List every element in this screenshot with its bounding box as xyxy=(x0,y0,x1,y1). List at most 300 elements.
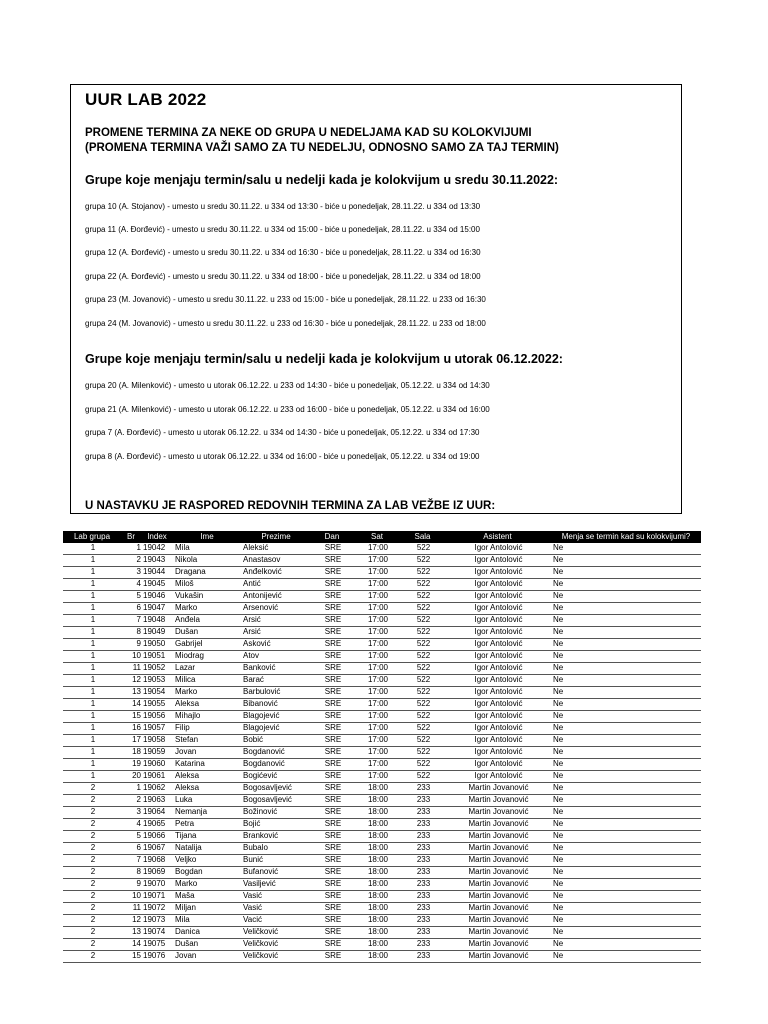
index-cell: 19066 xyxy=(141,831,173,843)
last-name-cell: Bunić xyxy=(241,855,311,867)
room-cell: 522 xyxy=(401,663,444,675)
index-cell: 19051 xyxy=(141,651,173,663)
table-row xyxy=(63,615,701,627)
assistant-cell: Igor Antolović xyxy=(444,735,551,747)
index-cell: 19068 xyxy=(141,855,173,867)
first-name-cell: Nemanja xyxy=(173,807,241,819)
day-cell: SRE xyxy=(311,855,353,867)
lab-group-cell: 2 xyxy=(63,831,121,843)
section1-item: grupa 24 (M. Jovanović) - umesto u sredu 30.11.22. u 233 od 16:30 - biće u ponedeljak, 28.11.22. u 233 od 18:00 xyxy=(85,319,486,328)
index-cell: 19044 xyxy=(141,567,173,579)
index-cell: 19043 xyxy=(141,555,173,567)
lab-group-cell: 2 xyxy=(63,927,121,939)
changes-cell: Ne xyxy=(551,579,701,591)
lab-group-cell: 1 xyxy=(63,555,121,567)
row-number-cell: 4 xyxy=(121,819,141,831)
last-name-cell: Anastasov xyxy=(241,555,311,567)
room-cell: 522 xyxy=(401,711,444,723)
col-header-index: Index xyxy=(141,531,173,543)
day-cell: SRE xyxy=(311,819,353,831)
day-cell: SRE xyxy=(311,915,353,927)
table-body xyxy=(63,543,701,963)
lab-group-cell: 1 xyxy=(63,699,121,711)
section1-item: grupa 10 (A. Stojanov) - umesto u sredu 30.11.22. u 334 od 13:30 - biće u ponedeljak, 28.11.22. u 334 od 13:30 xyxy=(85,202,481,211)
lab-group-cell: 1 xyxy=(63,711,121,723)
changes-cell: Ne xyxy=(551,639,701,651)
first-name-cell: Miodrag xyxy=(173,651,241,663)
table-row xyxy=(63,639,701,651)
assistant-cell: Igor Antolović xyxy=(444,591,551,603)
last-name-cell: Anđelković xyxy=(241,567,311,579)
time-cell: 18:00 xyxy=(353,951,401,963)
first-name-cell: Aleksa xyxy=(173,783,241,795)
time-cell: 17:00 xyxy=(353,723,401,735)
index-cell: 19055 xyxy=(141,699,173,711)
table-row xyxy=(63,807,701,819)
index-cell: 19075 xyxy=(141,939,173,951)
time-cell: 18:00 xyxy=(353,891,401,903)
lab-group-cell: 2 xyxy=(63,855,121,867)
assistant-cell: Martin Jovanović xyxy=(444,819,551,831)
changes-cell: Ne xyxy=(551,783,701,795)
day-cell: SRE xyxy=(311,711,353,723)
changes-cell: Ne xyxy=(551,891,701,903)
last-name-cell: Bufanović xyxy=(241,867,311,879)
row-number-cell: 11 xyxy=(121,663,141,675)
col-header-prezime: Prezime xyxy=(241,531,311,543)
time-cell: 17:00 xyxy=(353,567,401,579)
room-cell: 522 xyxy=(401,759,444,771)
last-name-cell: Vasić xyxy=(241,891,311,903)
notice-box xyxy=(70,84,682,514)
table-row xyxy=(63,711,701,723)
room-cell: 522 xyxy=(401,591,444,603)
row-number-cell: 6 xyxy=(121,843,141,855)
first-name-cell: Maša xyxy=(173,891,241,903)
changes-cell: Ne xyxy=(551,951,701,963)
notice-text xyxy=(85,126,559,156)
changes-cell: Ne xyxy=(551,735,701,747)
day-cell: SRE xyxy=(311,591,353,603)
day-cell: SRE xyxy=(311,867,353,879)
last-name-cell: Bogosavljević xyxy=(241,783,311,795)
day-cell: SRE xyxy=(311,543,353,555)
row-number-cell: 7 xyxy=(121,855,141,867)
row-number-cell: 1 xyxy=(121,783,141,795)
table-row xyxy=(63,603,701,615)
time-cell: 18:00 xyxy=(353,843,401,855)
index-cell: 19064 xyxy=(141,807,173,819)
day-cell: SRE xyxy=(311,891,353,903)
time-cell: 17:00 xyxy=(353,639,401,651)
index-cell: 19058 xyxy=(141,735,173,747)
row-number-cell: 12 xyxy=(121,915,141,927)
room-cell: 522 xyxy=(401,639,444,651)
time-cell: 18:00 xyxy=(353,855,401,867)
index-cell: 19076 xyxy=(141,951,173,963)
table-row xyxy=(63,567,701,579)
lab-group-cell: 2 xyxy=(63,807,121,819)
time-cell: 17:00 xyxy=(353,747,401,759)
lab-group-cell: 1 xyxy=(63,663,121,675)
notice-line-2: (PROMENA TERMINA VAŽI SAMO ZA TU NEDELJU, ODNOSNO SAMO ZA TAJ TERMIN) xyxy=(85,142,559,154)
row-number-cell: 17 xyxy=(121,735,141,747)
row-number-cell: 8 xyxy=(121,627,141,639)
day-cell: SRE xyxy=(311,555,353,567)
last-name-cell: Bogdanović xyxy=(241,747,311,759)
time-cell: 17:00 xyxy=(353,699,401,711)
index-cell: 19056 xyxy=(141,711,173,723)
first-name-cell: Danica xyxy=(173,927,241,939)
assistant-cell: Igor Antolović xyxy=(444,699,551,711)
first-name-cell: Luka xyxy=(173,795,241,807)
assistant-cell: Martin Jovanović xyxy=(444,891,551,903)
time-cell: 17:00 xyxy=(353,615,401,627)
col-header-menja-se: Menja se termin kad su kolokvijumi? xyxy=(551,531,701,543)
day-cell: SRE xyxy=(311,639,353,651)
changes-cell: Ne xyxy=(551,603,701,615)
changes-cell: Ne xyxy=(551,843,701,855)
day-cell: SRE xyxy=(311,663,353,675)
changes-cell: Ne xyxy=(551,699,701,711)
lab-group-cell: 1 xyxy=(63,687,121,699)
time-cell: 17:00 xyxy=(353,591,401,603)
row-number-cell: 13 xyxy=(121,687,141,699)
lab-group-cell: 1 xyxy=(63,543,121,555)
table-row xyxy=(63,651,701,663)
time-cell: 17:00 xyxy=(353,711,401,723)
index-cell: 19050 xyxy=(141,639,173,651)
table-row xyxy=(63,855,701,867)
row-number-cell: 16 xyxy=(121,723,141,735)
lab-group-cell: 1 xyxy=(63,747,121,759)
changes-cell: Ne xyxy=(551,795,701,807)
first-name-cell: Mihajlo xyxy=(173,711,241,723)
index-cell: 19061 xyxy=(141,771,173,783)
assistant-cell: Martin Jovanović xyxy=(444,951,551,963)
assistant-cell: Igor Antolović xyxy=(444,723,551,735)
day-cell: SRE xyxy=(311,627,353,639)
section2-heading: Grupe koje menjaju termin/salu u nedelji kada je kolokvijum u utorak 06.12.2022: xyxy=(85,352,563,366)
day-cell: SRE xyxy=(311,927,353,939)
day-cell: SRE xyxy=(311,699,353,711)
last-name-cell: Bubalo xyxy=(241,843,311,855)
lab-group-cell: 1 xyxy=(63,615,121,627)
time-cell: 17:00 xyxy=(353,759,401,771)
changes-cell: Ne xyxy=(551,915,701,927)
section1-item: grupa 22 (A. Đorđević) - umesto u sredu 30.11.22. u 334 od 18:00 - biće u ponedeljak, 28.11.22. u 334 od 18:00 xyxy=(85,272,481,281)
changes-cell: Ne xyxy=(551,771,701,783)
index-cell: 19067 xyxy=(141,843,173,855)
index-cell: 19046 xyxy=(141,591,173,603)
room-cell: 233 xyxy=(401,915,444,927)
first-name-cell: Petra xyxy=(173,819,241,831)
lab-group-cell: 2 xyxy=(63,783,121,795)
table-row xyxy=(63,555,701,567)
time-cell: 18:00 xyxy=(353,879,401,891)
last-name-cell: Branković xyxy=(241,831,311,843)
time-cell: 17:00 xyxy=(353,675,401,687)
lab-group-cell: 2 xyxy=(63,951,121,963)
col-header-sat: Sat xyxy=(353,531,401,543)
row-number-cell: 15 xyxy=(121,951,141,963)
room-cell: 233 xyxy=(401,819,444,831)
table-row xyxy=(63,687,701,699)
last-name-cell: Antić xyxy=(241,579,311,591)
time-cell: 17:00 xyxy=(353,735,401,747)
table-row xyxy=(63,543,701,555)
row-number-cell: 8 xyxy=(121,867,141,879)
first-name-cell: Lazar xyxy=(173,663,241,675)
time-cell: 18:00 xyxy=(353,819,401,831)
col-header-ime: Ime xyxy=(173,531,241,543)
first-name-cell: Filip xyxy=(173,723,241,735)
last-name-cell: Vasiljević xyxy=(241,879,311,891)
lab-group-cell: 1 xyxy=(63,579,121,591)
table-row xyxy=(63,675,701,687)
table-row xyxy=(63,699,701,711)
first-name-cell: Vukašin xyxy=(173,591,241,603)
assistant-cell: Martin Jovanović xyxy=(444,939,551,951)
index-cell: 19049 xyxy=(141,627,173,639)
room-cell: 233 xyxy=(401,807,444,819)
row-number-cell: 18 xyxy=(121,747,141,759)
lab-group-cell: 1 xyxy=(63,603,121,615)
assistant-cell: Martin Jovanović xyxy=(444,783,551,795)
day-cell: SRE xyxy=(311,903,353,915)
table-row xyxy=(63,627,701,639)
time-cell: 17:00 xyxy=(353,543,401,555)
row-number-cell: 12 xyxy=(121,675,141,687)
index-cell: 19060 xyxy=(141,759,173,771)
last-name-cell: Vacić xyxy=(241,915,311,927)
assistant-cell: Martin Jovanović xyxy=(444,915,551,927)
index-cell: 19042 xyxy=(141,543,173,555)
index-cell: 19048 xyxy=(141,615,173,627)
last-name-cell: Arsić xyxy=(241,627,311,639)
row-number-cell: 14 xyxy=(121,699,141,711)
section1-heading: Grupe koje menjaju termin/salu u nedelji kada je kolokvijum u sredu 30.11.2022: xyxy=(85,173,559,187)
time-cell: 18:00 xyxy=(353,939,401,951)
changes-cell: Ne xyxy=(551,747,701,759)
index-cell: 19057 xyxy=(141,723,173,735)
lab-group-cell: 2 xyxy=(63,879,121,891)
changes-cell: Ne xyxy=(551,543,701,555)
assistant-cell: Igor Antolović xyxy=(444,675,551,687)
room-cell: 233 xyxy=(401,939,444,951)
last-name-cell: Vasić xyxy=(241,903,311,915)
day-cell: SRE xyxy=(311,939,353,951)
first-name-cell: Marko xyxy=(173,603,241,615)
room-cell: 233 xyxy=(401,843,444,855)
time-cell: 18:00 xyxy=(353,903,401,915)
row-number-cell: 2 xyxy=(121,795,141,807)
last-name-cell: Barbulović xyxy=(241,687,311,699)
room-cell: 233 xyxy=(401,831,444,843)
day-cell: SRE xyxy=(311,879,353,891)
first-name-cell: Stefan xyxy=(173,735,241,747)
index-cell: 19069 xyxy=(141,867,173,879)
lab-group-cell: 1 xyxy=(63,567,121,579)
section2-item: grupa 7 (A. Đorđević) - umesto u utorak 06.12.22. u 334 od 14:30 - biće u ponedeljak, 05.12.22. u 334 od 17:30 xyxy=(85,428,480,437)
room-cell: 233 xyxy=(401,795,444,807)
changes-cell: Ne xyxy=(551,759,701,771)
table-row xyxy=(63,903,701,915)
table-row xyxy=(63,915,701,927)
lab-group-cell: 1 xyxy=(63,591,121,603)
index-cell: 19070 xyxy=(141,879,173,891)
index-cell: 19071 xyxy=(141,891,173,903)
assistant-cell: Igor Antolović xyxy=(444,615,551,627)
changes-cell: Ne xyxy=(551,567,701,579)
room-cell: 522 xyxy=(401,579,444,591)
section2-item: grupa 20 (A. Milenković) - umesto u utorak 06.12.22. u 233 od 14:30 - biće u ponedeljak, 05.12.22. u 334 od 14:30 xyxy=(85,381,490,390)
last-name-cell: Bogosavljević xyxy=(241,795,311,807)
assistant-cell: Martin Jovanović xyxy=(444,807,551,819)
changes-cell: Ne xyxy=(551,939,701,951)
first-name-cell: Milica xyxy=(173,675,241,687)
assistant-cell: Igor Antolović xyxy=(444,555,551,567)
first-name-cell: Aleksa xyxy=(173,771,241,783)
section2-item: grupa 21 (A. Milenković) - umesto u utorak 06.12.22. u 233 od 16:00 - biće u ponedeljak, 05.12.22. u 334 od 16:00 xyxy=(85,405,490,414)
assistant-cell: Martin Jovanović xyxy=(444,795,551,807)
changes-cell: Ne xyxy=(551,903,701,915)
last-name-cell: Arsenović xyxy=(241,603,311,615)
first-name-cell: Tijana xyxy=(173,831,241,843)
last-name-cell: Veličković xyxy=(241,939,311,951)
notice-line-1: PROMENE TERMINA ZA NEKE OD GRUPA U NEDELJAMA KAD SU KOLOKVIJUMI xyxy=(85,127,532,139)
changes-cell: Ne xyxy=(551,927,701,939)
day-cell: SRE xyxy=(311,747,353,759)
last-name-cell: Božinović xyxy=(241,807,311,819)
room-cell: 522 xyxy=(401,651,444,663)
row-number-cell: 13 xyxy=(121,927,141,939)
table-row xyxy=(63,759,701,771)
row-number-cell: 19 xyxy=(121,759,141,771)
table-row xyxy=(63,783,701,795)
time-cell: 18:00 xyxy=(353,867,401,879)
lab-group-cell: 2 xyxy=(63,939,121,951)
changes-cell: Ne xyxy=(551,831,701,843)
first-name-cell: Jovan xyxy=(173,951,241,963)
changes-cell: Ne xyxy=(551,687,701,699)
first-name-cell: Nikola xyxy=(173,555,241,567)
room-cell: 522 xyxy=(401,723,444,735)
last-name-cell: Bibanović xyxy=(241,699,311,711)
time-cell: 17:00 xyxy=(353,663,401,675)
assistant-cell: Igor Antolović xyxy=(444,543,551,555)
time-cell: 18:00 xyxy=(353,783,401,795)
day-cell: SRE xyxy=(311,651,353,663)
lab-group-cell: 1 xyxy=(63,735,121,747)
row-number-cell: 6 xyxy=(121,603,141,615)
room-cell: 522 xyxy=(401,675,444,687)
row-number-cell: 9 xyxy=(121,639,141,651)
assistant-cell: Igor Antolović xyxy=(444,711,551,723)
lab-group-cell: 2 xyxy=(63,867,121,879)
assistant-cell: Igor Antolović xyxy=(444,639,551,651)
table-row xyxy=(63,747,701,759)
assistant-cell: Igor Antolović xyxy=(444,567,551,579)
assistant-cell: Martin Jovanović xyxy=(444,903,551,915)
last-name-cell: Antonijević xyxy=(241,591,311,603)
first-name-cell: Marko xyxy=(173,687,241,699)
col-header-sala: Sala xyxy=(401,531,444,543)
index-cell: 19053 xyxy=(141,675,173,687)
day-cell: SRE xyxy=(311,771,353,783)
row-number-cell: 14 xyxy=(121,939,141,951)
changes-cell: Ne xyxy=(551,819,701,831)
day-cell: SRE xyxy=(311,783,353,795)
table-row xyxy=(63,831,701,843)
first-name-cell: Dušan xyxy=(173,627,241,639)
first-name-cell: Dušan xyxy=(173,939,241,951)
day-cell: SRE xyxy=(311,831,353,843)
room-cell: 233 xyxy=(401,867,444,879)
row-number-cell: 5 xyxy=(121,831,141,843)
last-name-cell: Arsić xyxy=(241,615,311,627)
section1-item: grupa 11 (A. Đorđević) - umesto u sredu 30.11.22. u 334 od 15:00 - biće u ponedeljak, 28.11.22. u 334 od 15:00 xyxy=(85,225,480,234)
row-number-cell: 9 xyxy=(121,879,141,891)
lab-group-cell: 1 xyxy=(63,759,121,771)
changes-cell: Ne xyxy=(551,627,701,639)
assistant-cell: Igor Antolović xyxy=(444,687,551,699)
assistant-cell: Igor Antolović xyxy=(444,759,551,771)
assistant-cell: Igor Antolović xyxy=(444,663,551,675)
day-cell: SRE xyxy=(311,951,353,963)
table-row xyxy=(63,591,701,603)
room-cell: 522 xyxy=(401,627,444,639)
table-row xyxy=(63,723,701,735)
assistant-cell: Igor Antolović xyxy=(444,603,551,615)
room-cell: 522 xyxy=(401,615,444,627)
index-cell: 19059 xyxy=(141,747,173,759)
lab-group-cell: 1 xyxy=(63,675,121,687)
changes-cell: Ne xyxy=(551,663,701,675)
lab-group-cell: 2 xyxy=(63,915,121,927)
room-cell: 233 xyxy=(401,891,444,903)
day-cell: SRE xyxy=(311,687,353,699)
row-number-cell: 2 xyxy=(121,555,141,567)
row-number-cell: 4 xyxy=(121,579,141,591)
changes-cell: Ne xyxy=(551,591,701,603)
index-cell: 19074 xyxy=(141,927,173,939)
table-row xyxy=(63,819,701,831)
row-number-cell: 1 xyxy=(121,543,141,555)
table-row xyxy=(63,663,701,675)
time-cell: 17:00 xyxy=(353,555,401,567)
section2-item: grupa 8 (A. Đorđević) - umesto u utorak 06.12.22. u 334 od 16:00 - biće u ponedeljak, 05.12.22. u 334 od 19:00 xyxy=(85,452,480,461)
index-cell: 19047 xyxy=(141,603,173,615)
row-number-cell: 10 xyxy=(121,891,141,903)
table-row xyxy=(63,927,701,939)
first-name-cell: Miljan xyxy=(173,903,241,915)
index-cell: 19052 xyxy=(141,663,173,675)
section1-item: grupa 12 (A. Đorđević) - umesto u sredu 30.11.22. u 334 od 16:30 - biće u ponedeljak, 28.11.22. u 334 od 16:30 xyxy=(85,248,481,257)
row-number-cell: 11 xyxy=(121,903,141,915)
col-header-lab-grupa: Lab grupa xyxy=(63,531,121,543)
row-number-cell: 3 xyxy=(121,567,141,579)
assistant-cell: Igor Antolović xyxy=(444,651,551,663)
last-name-cell: Barać xyxy=(241,675,311,687)
page-title: UUR LAB 2022 xyxy=(85,90,207,109)
index-cell: 19054 xyxy=(141,687,173,699)
first-name-cell: Veljko xyxy=(173,855,241,867)
changes-cell: Ne xyxy=(551,867,701,879)
first-name-cell: Marko xyxy=(173,879,241,891)
first-name-cell: Mila xyxy=(173,915,241,927)
time-cell: 18:00 xyxy=(353,831,401,843)
